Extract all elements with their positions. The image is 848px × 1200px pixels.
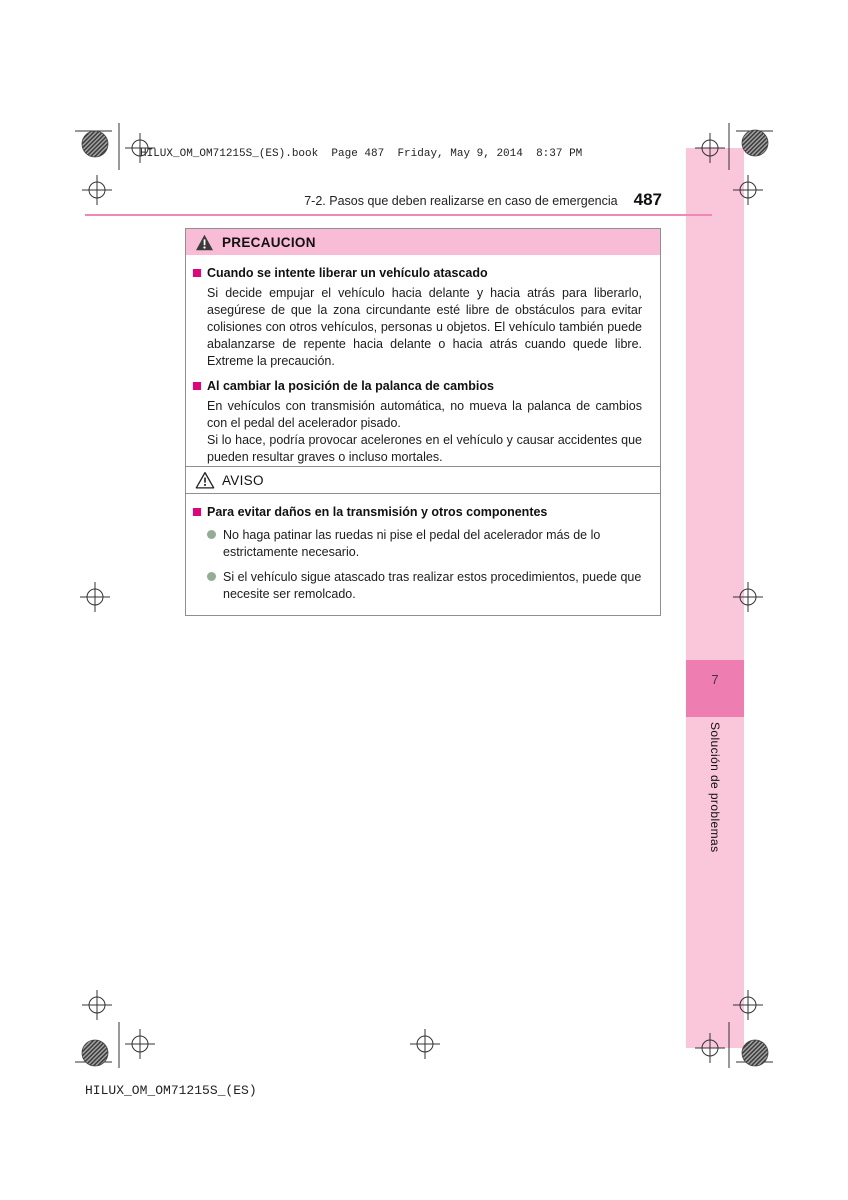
chapter-side-band (686, 148, 744, 1048)
circle-bullet-icon (207, 530, 216, 539)
notice-box-body (186, 494, 660, 615)
chapter-title-wrap (686, 722, 744, 852)
warning-triangle-outline-icon (195, 471, 215, 489)
caution-item-heading-text: Al cambiar la posición de la palanca de cambios (207, 379, 494, 393)
page-header (85, 190, 662, 210)
circle-bullet-icon (207, 572, 216, 581)
chapter-tab (686, 660, 744, 717)
caution-title: PRECAUCION (222, 234, 316, 250)
caution-box-body (186, 255, 660, 478)
caution-box (185, 228, 661, 479)
print-footer: HILUX_OM_OM71215S_(ES) (85, 1083, 257, 1098)
square-bullet-icon (193, 508, 201, 516)
chapter-number: 7 (711, 672, 719, 687)
header-rule (85, 214, 712, 216)
notice-bullet-text: No haga patinar las ruedas ni pise el pedal del acelerador más de lo estrictamente necesario. (223, 528, 601, 559)
notice-title: AVISO (222, 472, 264, 488)
print-header: HILUX_OM_OM71215S_(ES).book Page 487 Friday, May 9, 2014 8:37 PM (140, 148, 583, 160)
notice-bullet (207, 527, 648, 561)
notice-heading-text: Para evitar daños en la transmisión y otros componentes (207, 505, 548, 519)
page-number: 487 (633, 190, 662, 209)
notice-box (185, 466, 661, 616)
section-title: 7-2. Pasos que deben realizarse en caso de emergencia (304, 194, 618, 208)
caution-item-heading-text: Cuando se intente liberar un vehículo atascado (207, 266, 488, 280)
square-bullet-icon (193, 269, 201, 277)
caution-item-heading (193, 266, 652, 280)
chapter-title: Solución de problemas (708, 722, 722, 853)
warning-triangle-filled-icon (195, 234, 214, 251)
notice-heading (193, 505, 652, 519)
caution-item-paragraph: En vehículos con transmisión automática, no mueva la palanca de cambios con el pedal del acelerador pisado. (207, 399, 642, 430)
notice-bullet (207, 569, 648, 603)
caution-item-paragraph: Si decide empujar el vehículo hacia delante y hacia atrás para liberarlo, asegúrese de que la zona circundante esté libre de obstáculos para evitar colisiones con otros vehículos, personas u objetos. El vehículo también puede abalanzarse de repente hacia delante o hacia atrás cuando quede libre. Extreme la precaución. (207, 286, 642, 368)
caution-item-heading (193, 379, 652, 393)
caution-item-paragraph: Si lo hace, podría provocar acelerones en el vehículo y causar accidentes que pueden resultar graves o incluso mortales. (207, 433, 642, 464)
notice-box-header (186, 467, 660, 494)
notice-bullet-text: Si el vehículo sigue atascado tras realizar estos procedimientos, puede que necesite ser remolcado. (223, 570, 642, 601)
caution-box-header (186, 229, 660, 255)
square-bullet-icon (193, 382, 201, 390)
